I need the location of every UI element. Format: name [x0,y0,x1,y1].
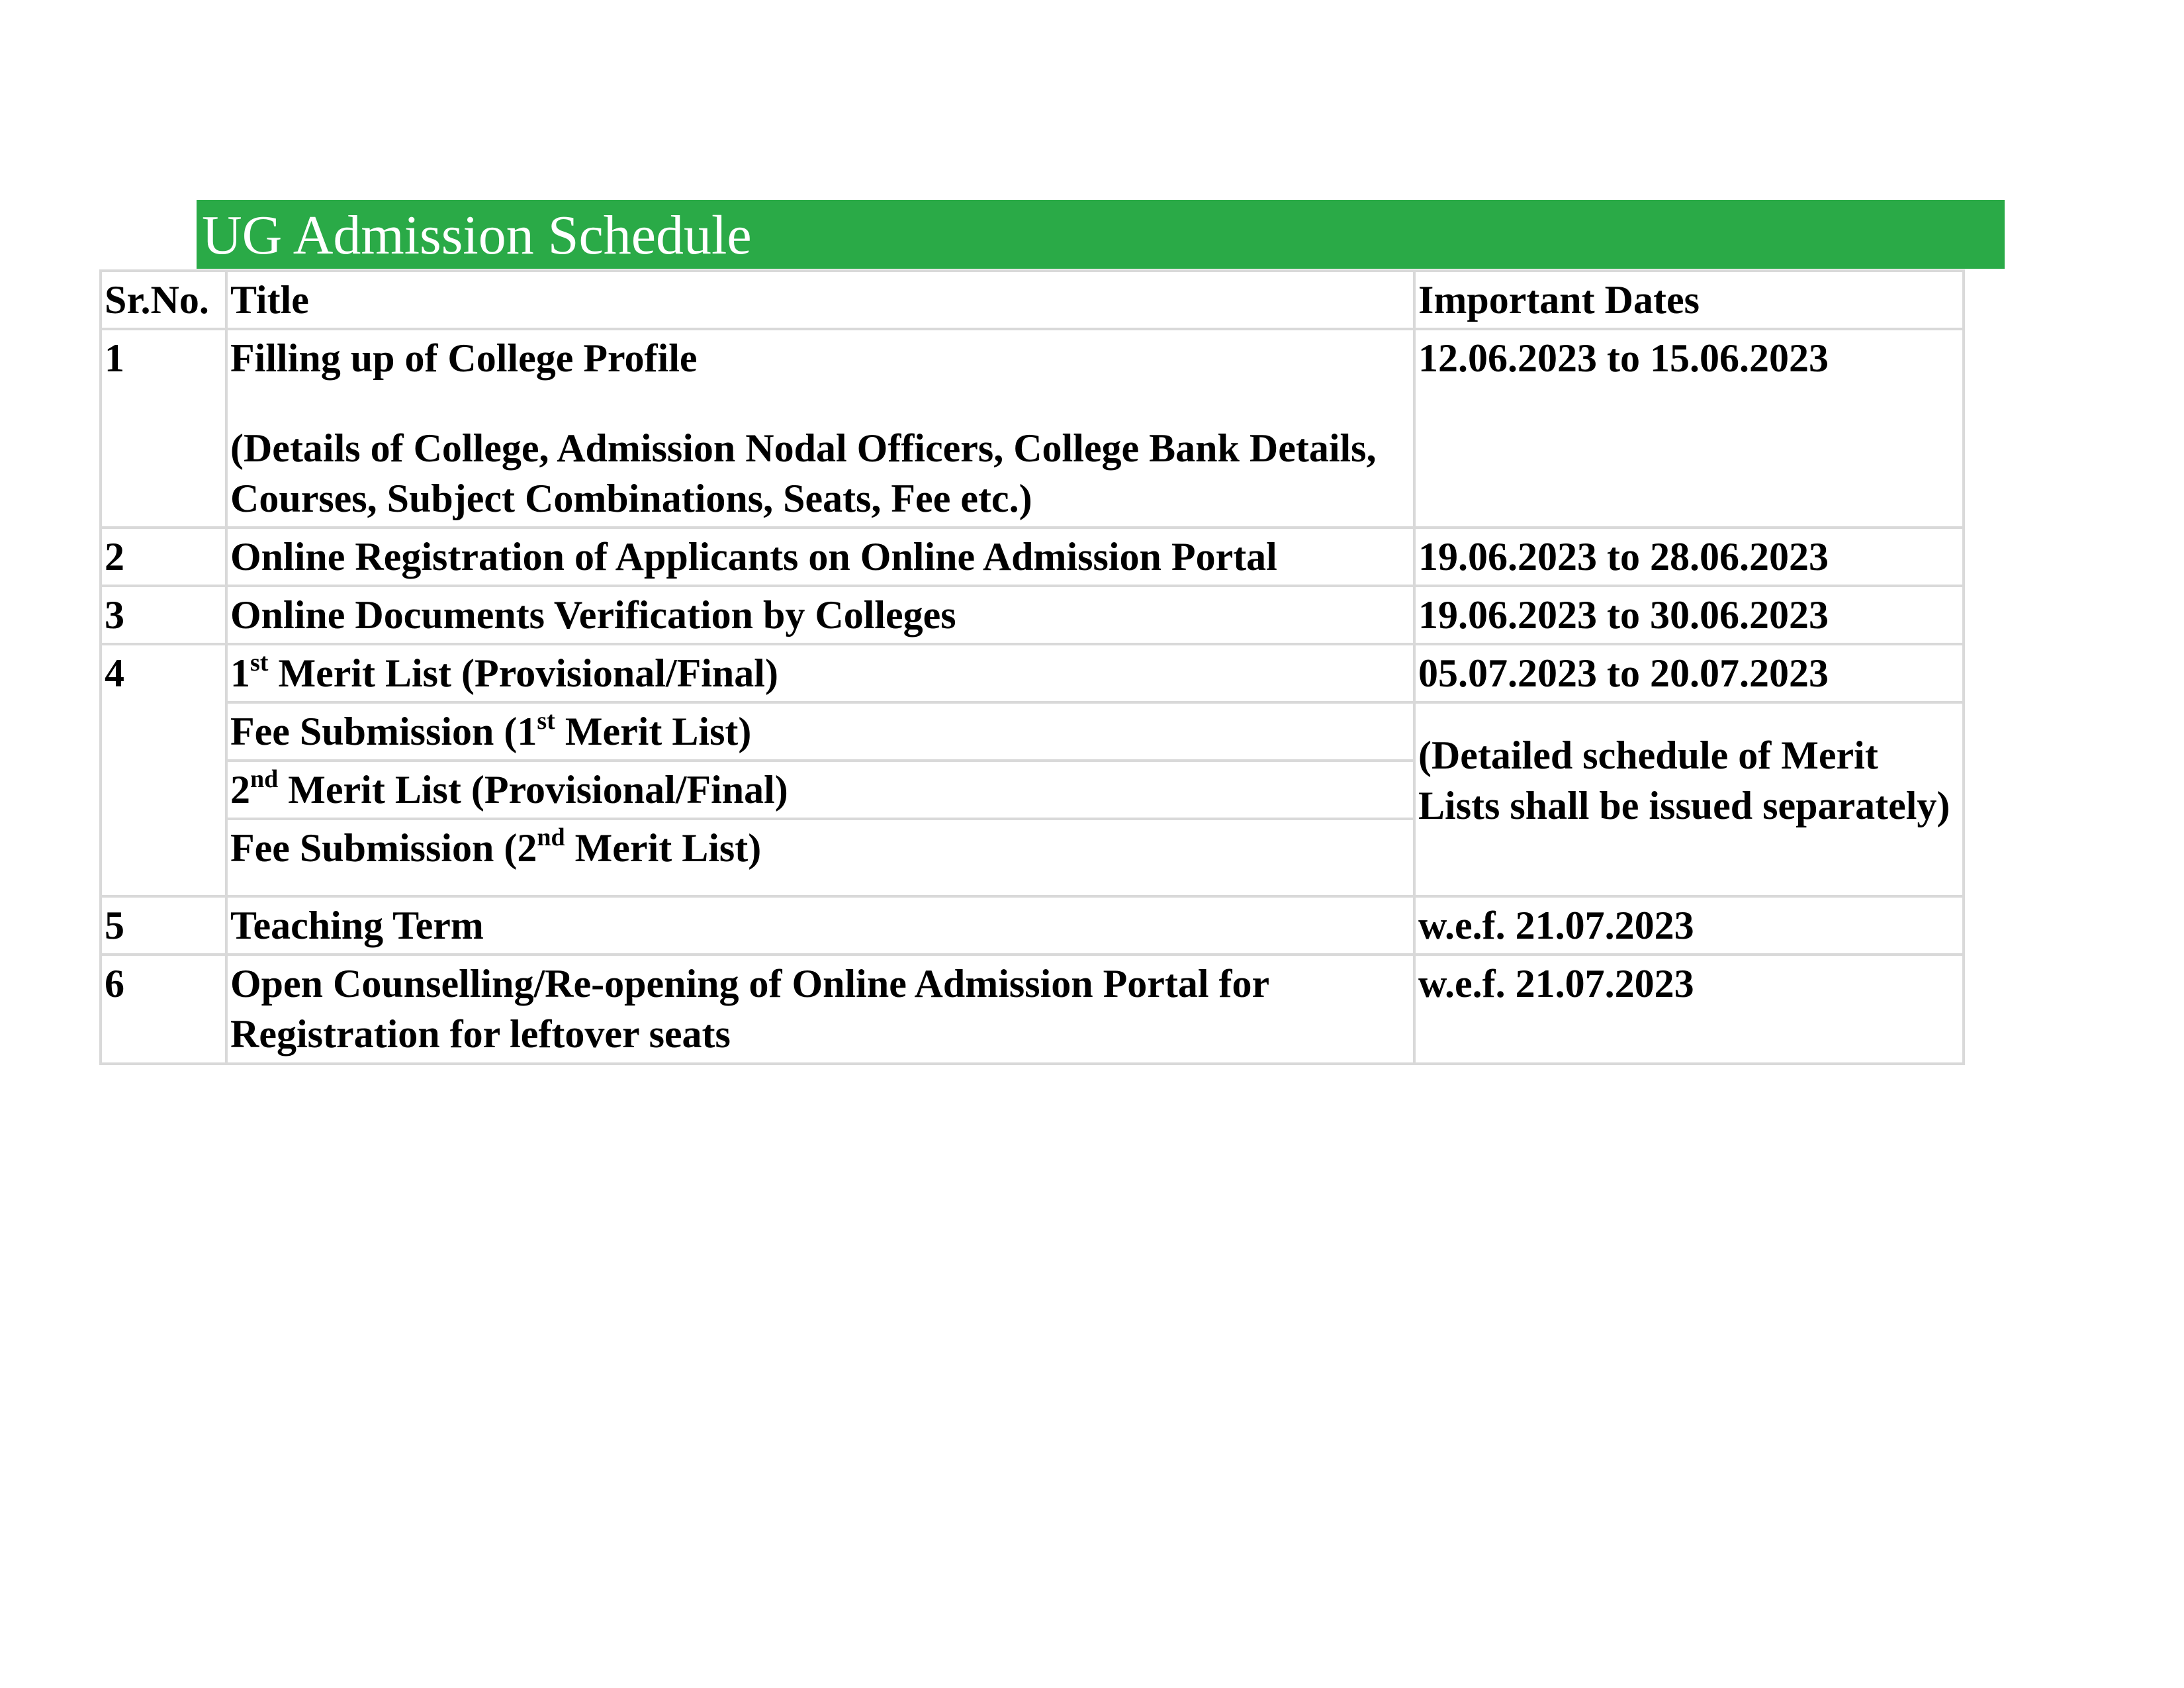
dates-note-cell [1414,702,1964,896]
table-header-row [101,271,1964,329]
title-cell: Online Registration of Applicants on Online Admission Portal [226,528,1414,586]
title-cell: Fee Submission (1st Merit List) [226,702,1414,761]
title-cell: 1st Merit List (Provisional/Final) [226,644,1414,702]
table-row [101,586,1964,644]
dates-cell: 19.06.2023 to 28.06.2023 [1414,528,1964,586]
dates-cell: w.e.f. 21.07.2023 [1414,896,1964,955]
table-row [101,528,1964,586]
table-row [101,955,1964,1064]
row-subtitle: (Details of College, Admission Nodal Officers, College Bank Details, Courses, Subject Combinations, Seats, Fee etc.) [230,426,1377,520]
row-title: Filling up of College Profile [230,336,698,380]
header-important-dates: Important Dates [1414,271,1964,329]
title-cell: Online Documents Verification by Colleges [226,586,1414,644]
table-row [101,644,1964,702]
title-cell: Fee Submission (2nd Merit List) [226,819,1414,896]
header-title: Title [226,271,1414,329]
title-cell [226,329,1414,528]
header-sr-no: Sr.No. [101,271,226,329]
dates-cell: 19.06.2023 to 30.06.2023 [1414,586,1964,644]
sr-no-cell: 2 [101,528,226,586]
dates-cell: 05.07.2023 to 20.07.2023 [1414,644,1964,702]
title-cell: 2nd Merit List (Provisional/Final) [226,761,1414,819]
sr-no-cell: 3 [101,586,226,644]
dates-note: (Detailed schedule of Merit Lists shall be issued separately) [1418,733,1950,827]
schedule-banner [197,200,2005,269]
table-row [101,702,1964,761]
title-cell: Open Counselling/Re-opening of Online Admission Portal for Registration for leftover seats [226,955,1414,1064]
sr-no-cell: 4 [101,644,226,896]
table-row [101,329,1964,528]
sr-no-cell: 1 [101,329,226,528]
dates-cell: w.e.f. 21.07.2023 [1414,955,1964,1064]
sr-no-cell: 5 [101,896,226,955]
title-cell: Teaching Term [226,896,1414,955]
dates-cell: 12.06.2023 to 15.06.2023 [1414,329,1964,528]
page-title: UG Admission Schedule [202,205,752,266]
sr-no-cell: 6 [101,955,226,1064]
table-row [101,896,1964,955]
schedule-table [99,269,1965,1065]
